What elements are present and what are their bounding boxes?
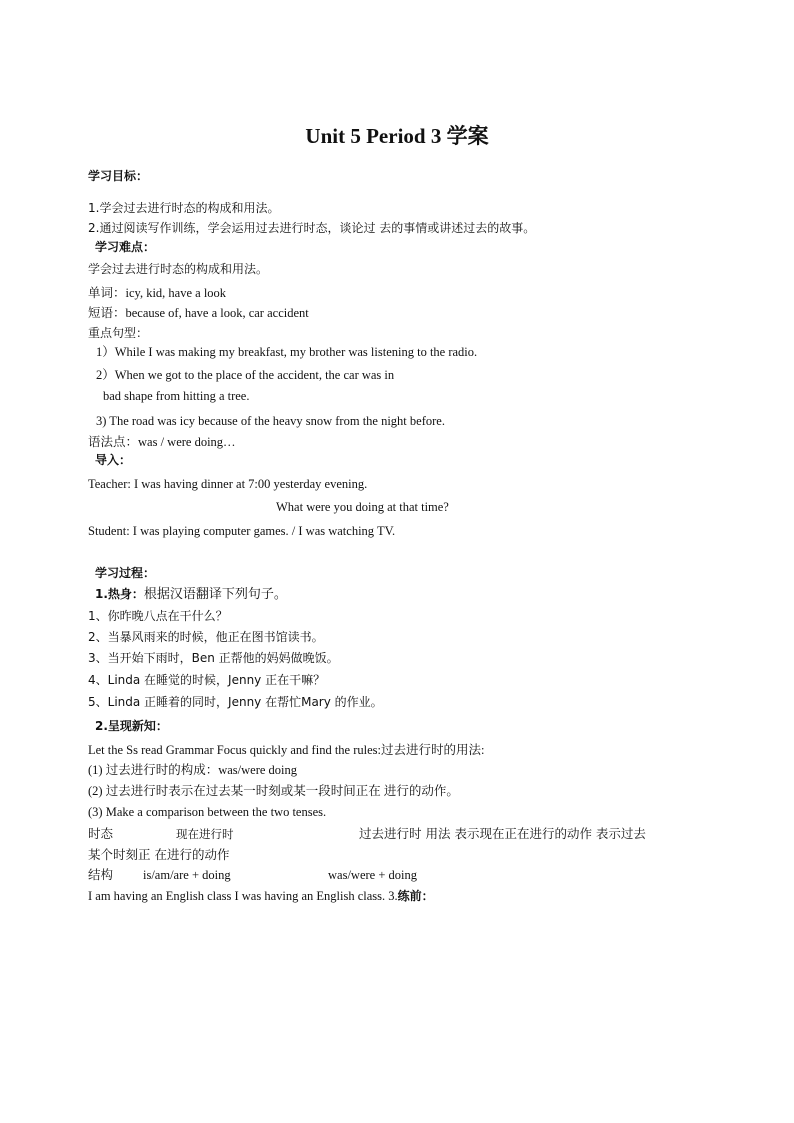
sentence-3: 3) The road was icy because of the heavy snow from the night before. [96,414,445,428]
example-text: I am having an English class I was having an English class. 3. [88,889,398,903]
words-line: 单词：icy, kid, have a look [88,286,227,300]
grammar-intro: Let the Ss read Grammar Focus quickly and find the rules:过去进行时的用法: [88,743,485,757]
grammar-point: 语法点：was / were doing… [88,435,236,449]
phrases-line: 短语：because of, have a look, car accident [88,306,309,320]
table-tense-label: 时态 [88,826,114,841]
teacher-line: Teacher: I was having dinner at 7:00 yesterday evening. [88,477,368,491]
question-2: 2、当暴风雨来的时候，他正在图书馆读书。 [88,630,324,644]
key-sentences-heading: 重点句型： [88,326,149,340]
question-4: 4、Linda 在睡觉的时候，Jenny 正在干嘛？ [88,673,326,687]
example-line [88,888,434,904]
goal-1: 1.学会过去进行时态的构成和用法。 [88,201,280,215]
warmup-text: 根据汉语翻译下列句子。 [143,587,287,602]
table-usage-cont: 某个时刻正 在进行的动作 [88,847,230,862]
goals-heading: 学习目标： [88,169,149,183]
process-heading: 学习过程： [95,566,156,580]
goal-2: 2.通过阅读写作训练，学会运用过去进行时态，谈论过 去的事情或讲述过去的故事。 [88,221,536,235]
table-present-label: 现在进行时 [176,827,234,841]
question-5: 5、Linda 正睡着的同时，Jenny 在帮忙Mary 的作业。 [88,695,383,709]
table-structure-present: is/am/are + doing [143,868,231,882]
rule-3: (3) Make a comparison between the two tenses. [88,805,327,819]
rule-1: (1) 过去进行时的构成：was/were doing [88,763,297,777]
sentence-2a: 2）When we got to the place of the accident, the car was in [96,368,395,382]
practice-label: 练前： [397,889,434,903]
question-1: 1、你昨晚八点在干什么？ [88,609,228,623]
question-3: 3、当开始下雨时，Ben 正帮他的妈妈做晚饭。 [88,651,339,665]
warmup-label: 1.热身： [95,587,144,601]
warmup-line [95,586,287,603]
student-line: Student: I was playing computer games. / I was watching TV. [88,524,396,538]
intro-heading: 导入： [95,453,132,467]
page-title: Unit 5 Period 3 学案 [305,124,489,148]
sentence-1: 1）While I was making my breakfast, my brother was listening to the radio. [96,345,478,359]
present-heading: 2.呈现新知： [95,719,168,733]
difficulty-text: 学会过去进行时态的构成和用法。 [88,262,269,276]
table-structure-label: 结构 [88,867,114,882]
difficulty-heading: 学习难点： [95,240,156,254]
table-past-label: 过去进行时 用法 表示现在正在进行的动作 表示过去 [359,826,646,841]
rule-2: (2) 过去进行时表示在过去某一时刻或某一段时间正在 进行的动作。 [88,784,459,798]
table-structure-past: was/were + doing [328,868,417,882]
teacher-question: What were you doing at that time? [276,500,449,514]
sentence-2b: bad shape from hitting a tree. [103,389,250,403]
